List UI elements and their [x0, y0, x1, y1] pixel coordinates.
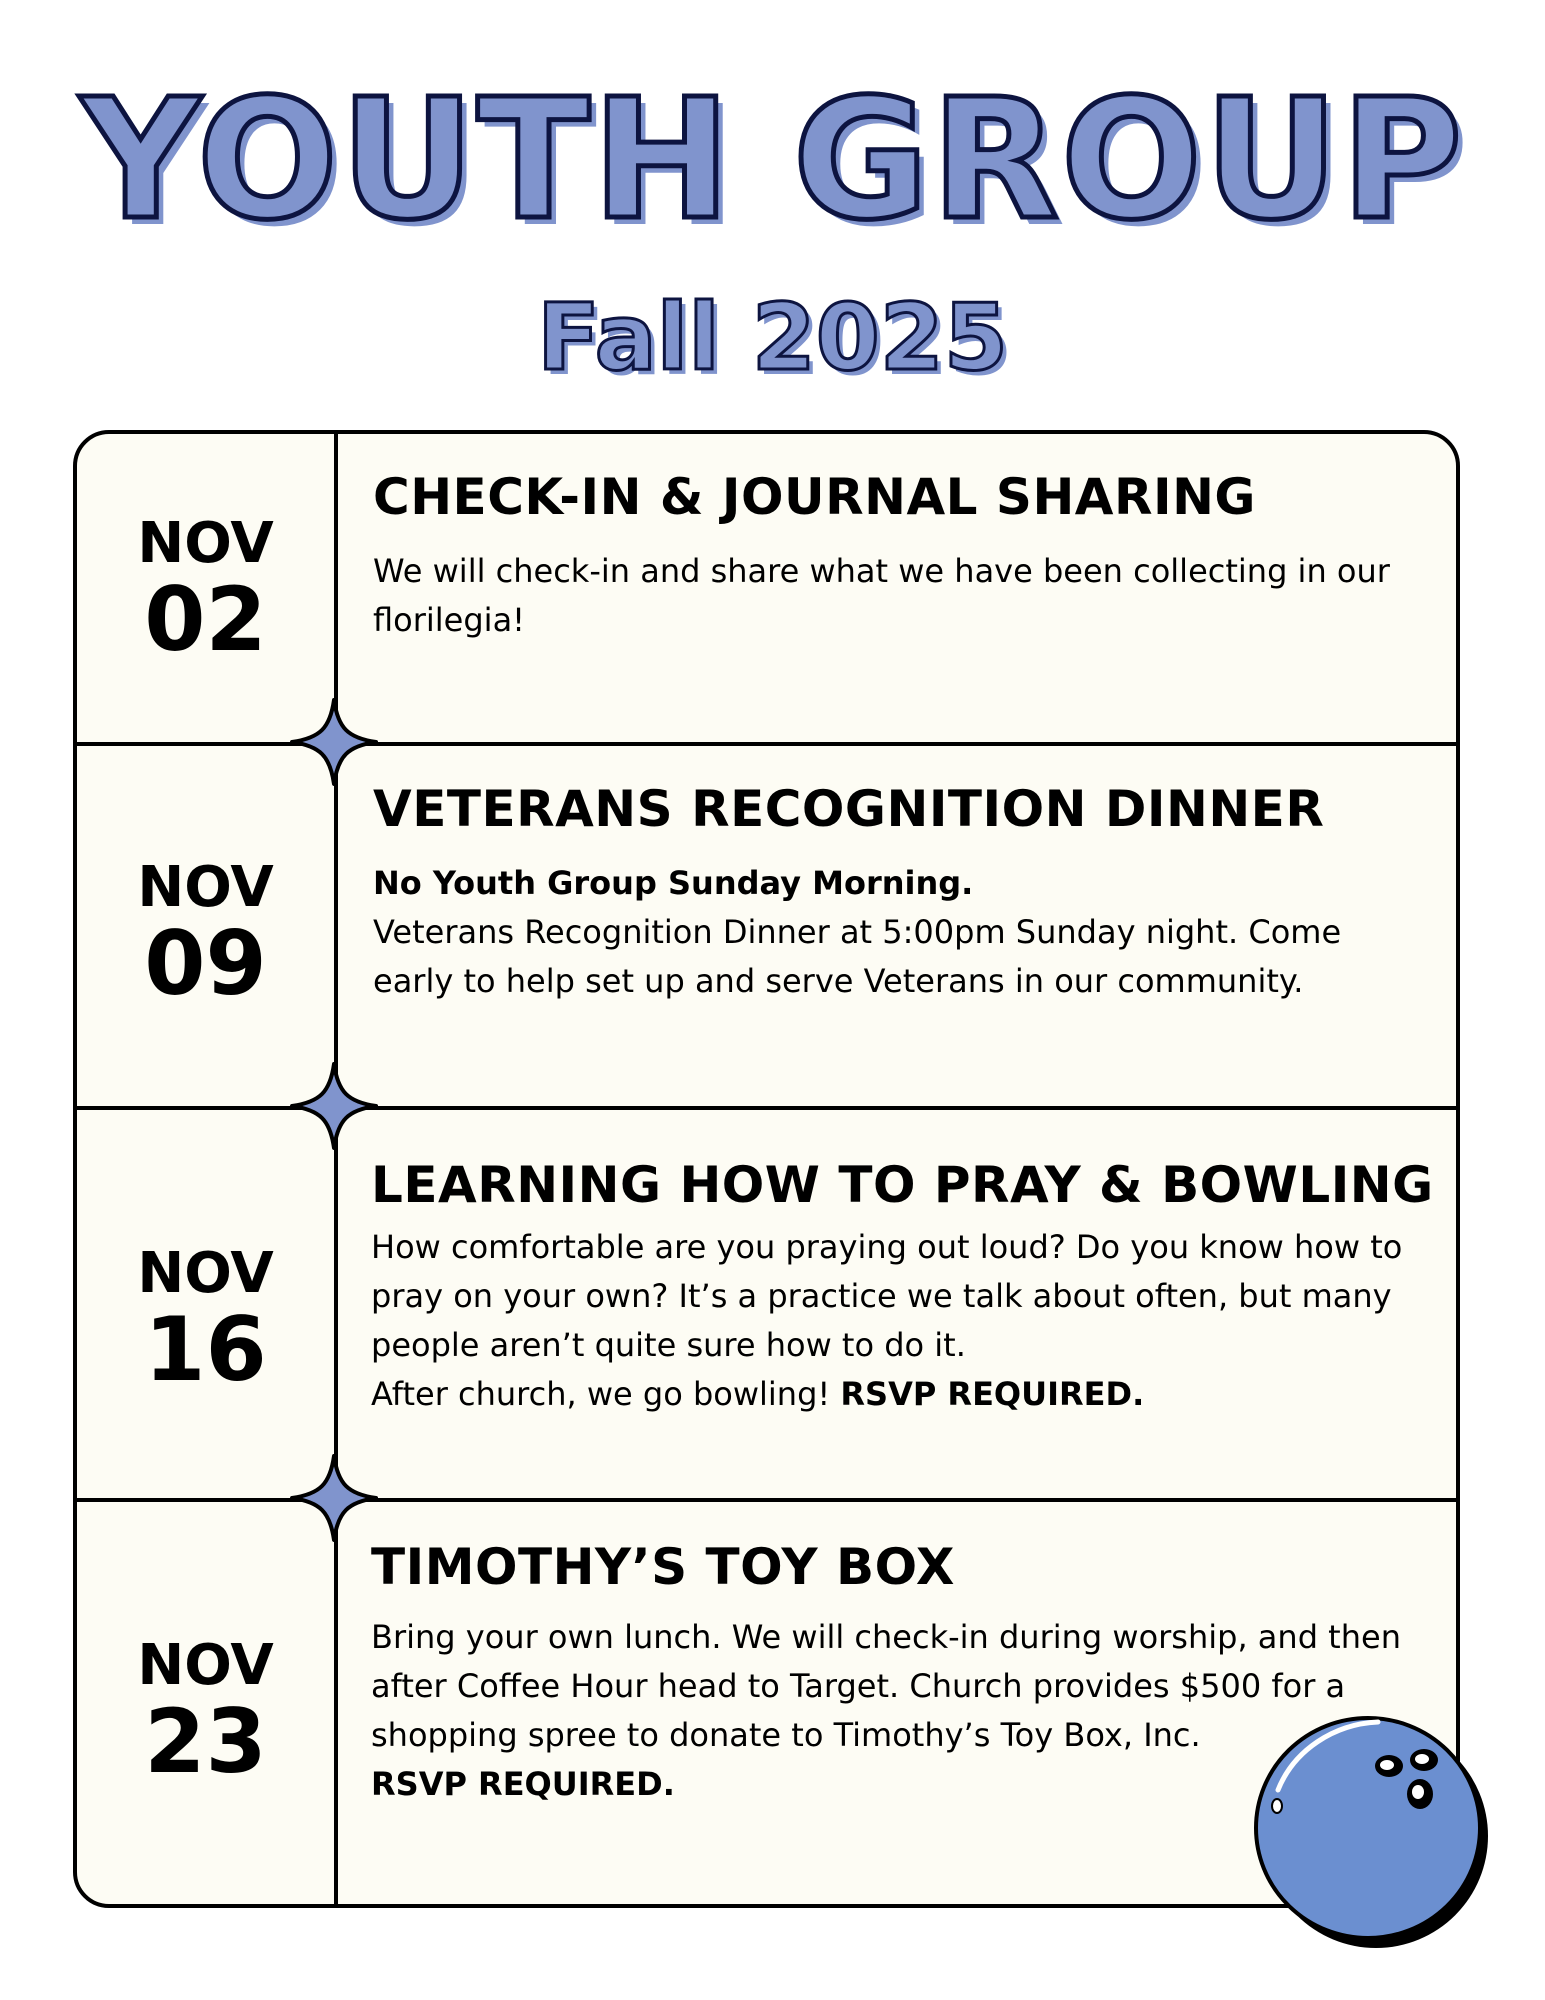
page-subtitle: Fall 2025	[537, 284, 1008, 391]
event-description: We will check-in and share what we have been collecting in our florilegia!	[373, 552, 1390, 639]
event-date	[77, 511, 334, 671]
event-row-nov-16	[77, 1110, 1456, 1498]
page-title: YOUTH GROUP	[80, 64, 1465, 257]
event-month: NOV	[137, 511, 274, 576]
event-note: No Youth Group Sunday Morning.	[373, 864, 974, 902]
rsvp-label: RSVP REQUIRED.	[371, 1765, 675, 1803]
event-details	[371, 1156, 1434, 1419]
four-point-star-icon	[290, 1062, 378, 1150]
event-details	[373, 470, 1426, 645]
event-title: TIMOTHY’S TOY BOX	[371, 1538, 955, 1596]
event-title: CHECK-IN & JOURNAL SHARING	[373, 468, 1256, 526]
event-title: VETERANS RECOGNITION DINNER	[373, 780, 1325, 838]
event-after-note: After church, we go bowling!	[371, 1375, 831, 1413]
event-day: 23	[144, 1690, 267, 1793]
event-day: 16	[144, 1298, 267, 1401]
bowling-ball-icon	[1248, 1710, 1498, 1960]
four-point-star-icon	[290, 1454, 378, 1542]
event-date	[77, 1241, 334, 1401]
event-date	[77, 855, 334, 1015]
event-date	[77, 1633, 334, 1793]
rsvp-label: RSVP REQUIRED.	[840, 1375, 1145, 1413]
event-day: 09	[144, 912, 267, 1015]
event-description: How comfortable are you praying out loud? Do you know how to pray on your own? It’s a practice we talk about often, but many people aren’t quite sure how to do it.	[371, 1228, 1403, 1364]
event-row-nov-09	[77, 746, 1456, 1106]
event-row-nov-02	[77, 434, 1456, 742]
event-month: NOV	[137, 1241, 274, 1306]
event-description: Veterans Recognition Dinner at 5:00pm Sunday night. Come early to help set up and serve Veterans in our community.	[373, 913, 1342, 1000]
event-month: NOV	[137, 1633, 274, 1698]
event-details	[373, 782, 1426, 1006]
schedule-table	[73, 430, 1460, 1908]
event-title: LEARNING HOW TO PRAY & BOWLING	[371, 1156, 1434, 1214]
event-month: NOV	[137, 855, 274, 920]
event-day: 02	[144, 568, 267, 671]
event-description: Bring your own lunch. We will check-in during worship, and then after Coffee Hour head to Target. Church provides $500 for a shopping spree to donate to Timothy’s Toy Box, Inc.	[371, 1618, 1401, 1754]
four-point-star-icon	[290, 698, 378, 786]
